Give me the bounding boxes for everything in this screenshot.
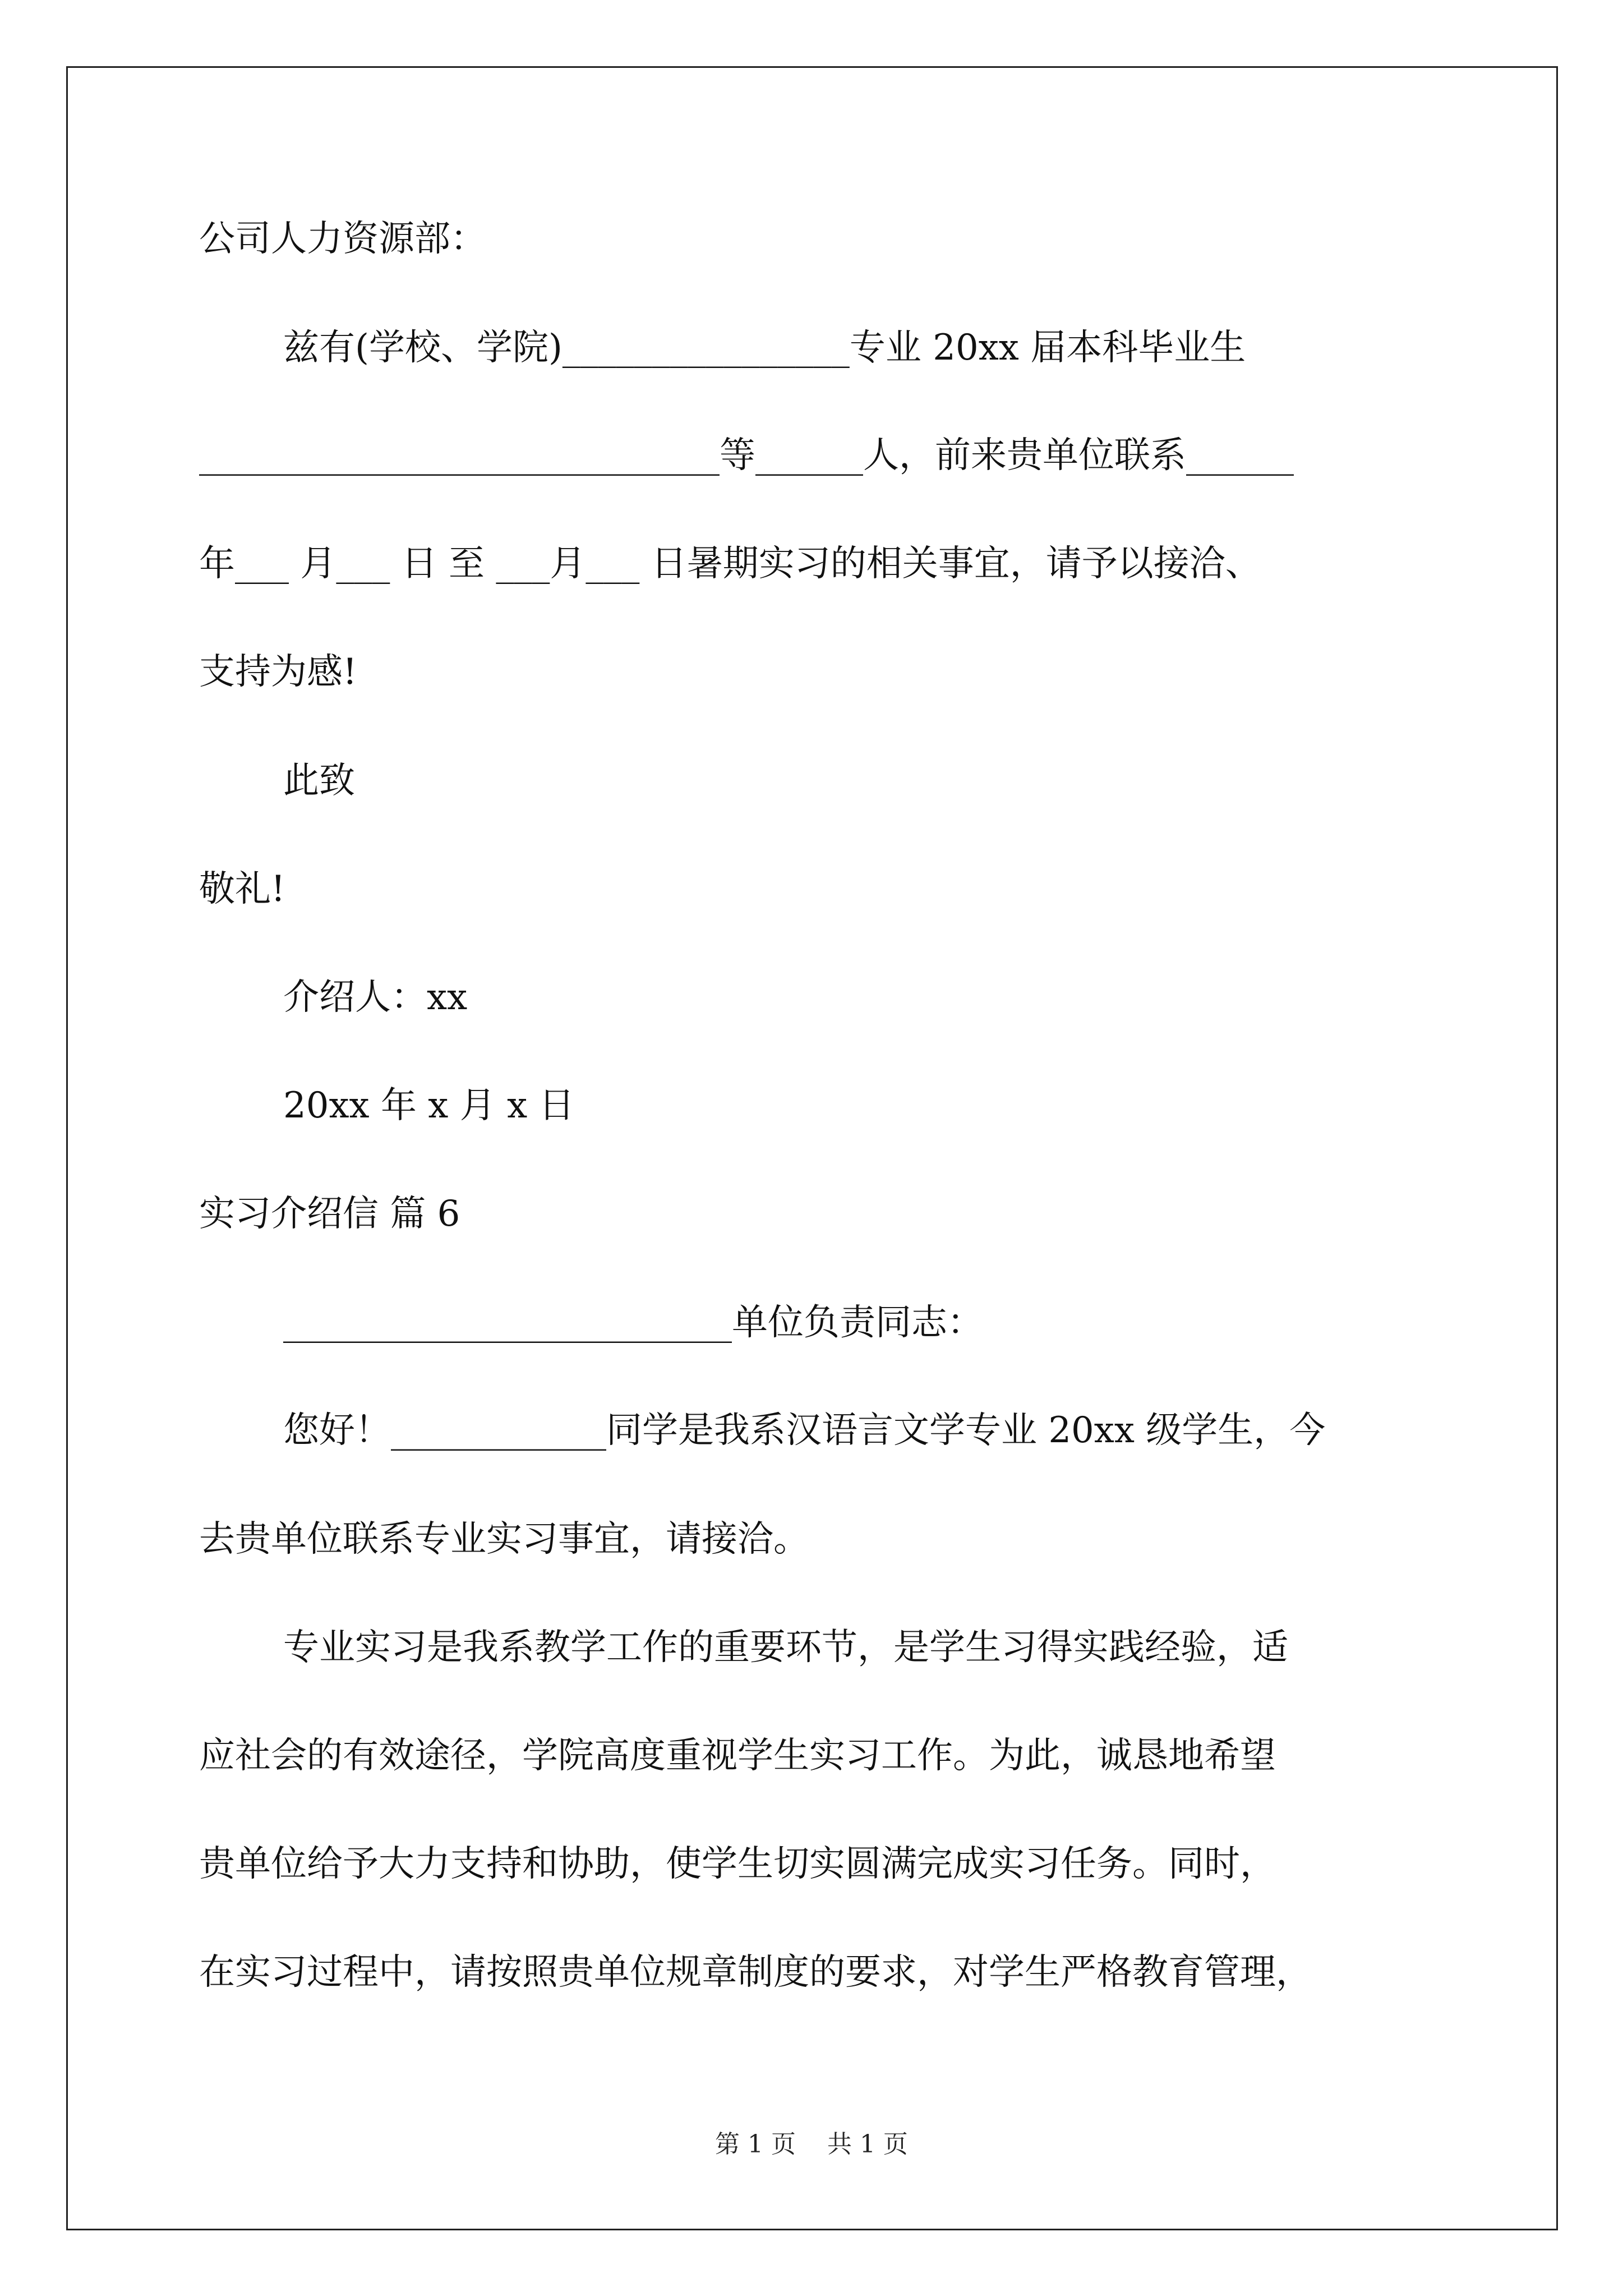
- para-1-line-1: 您好！____________同学是我系汉语言文学专业 20xx 级学生，今: [283, 1410, 1326, 1451]
- page-footer: 第 1 页 共 1 页: [715, 2130, 908, 2159]
- closing-jing-li: 敬礼!: [199, 868, 285, 910]
- addressee-line: _________________________单位负责同志：: [283, 1302, 983, 1343]
- para-2-line-3: 贵单位给予大力支持和协助，使学生切实圆满完成实习任务。同时，: [199, 1843, 1276, 1885]
- body-line-2: _____________________________等______人，前来贵单位联系______: [199, 435, 1294, 476]
- para-1-line-2: 去贵单位联系专业实习事宜，请接洽。: [199, 1519, 809, 1560]
- salutation: 公司人力资源部：: [199, 218, 486, 260]
- body-line-1: 兹有(学校、学院)________________专业 20xx 届本科毕业生: [283, 327, 1246, 369]
- introducer-line: 介绍人：xx: [283, 977, 468, 1018]
- closing-ci-zhi: 此致: [283, 760, 355, 802]
- para-2-line-2: 应社会的有效途径，学院高度重视学生实习工作。为此，诚恳地希望: [199, 1735, 1276, 1777]
- section-title: 实习介绍信 篇 6: [199, 1193, 460, 1235]
- date-line: 20xx 年 x 月 x 日: [283, 1085, 575, 1126]
- body-line-3: 年___ 月___ 日 至 ___月___ 日暑期实习的相关事宜，请予以接洽、: [199, 543, 1261, 585]
- body-line-4: 支持为感!: [199, 651, 357, 693]
- para-2-line-1: 专业实习是我系教学工作的重要环节，是学生习得实践经验，适: [283, 1627, 1288, 1668]
- para-2-line-4: 在实习过程中，请按照贵单位规章制度的要求，对学生严格教育管理，: [199, 1952, 1312, 1993]
- page-border: [66, 66, 1558, 2230]
